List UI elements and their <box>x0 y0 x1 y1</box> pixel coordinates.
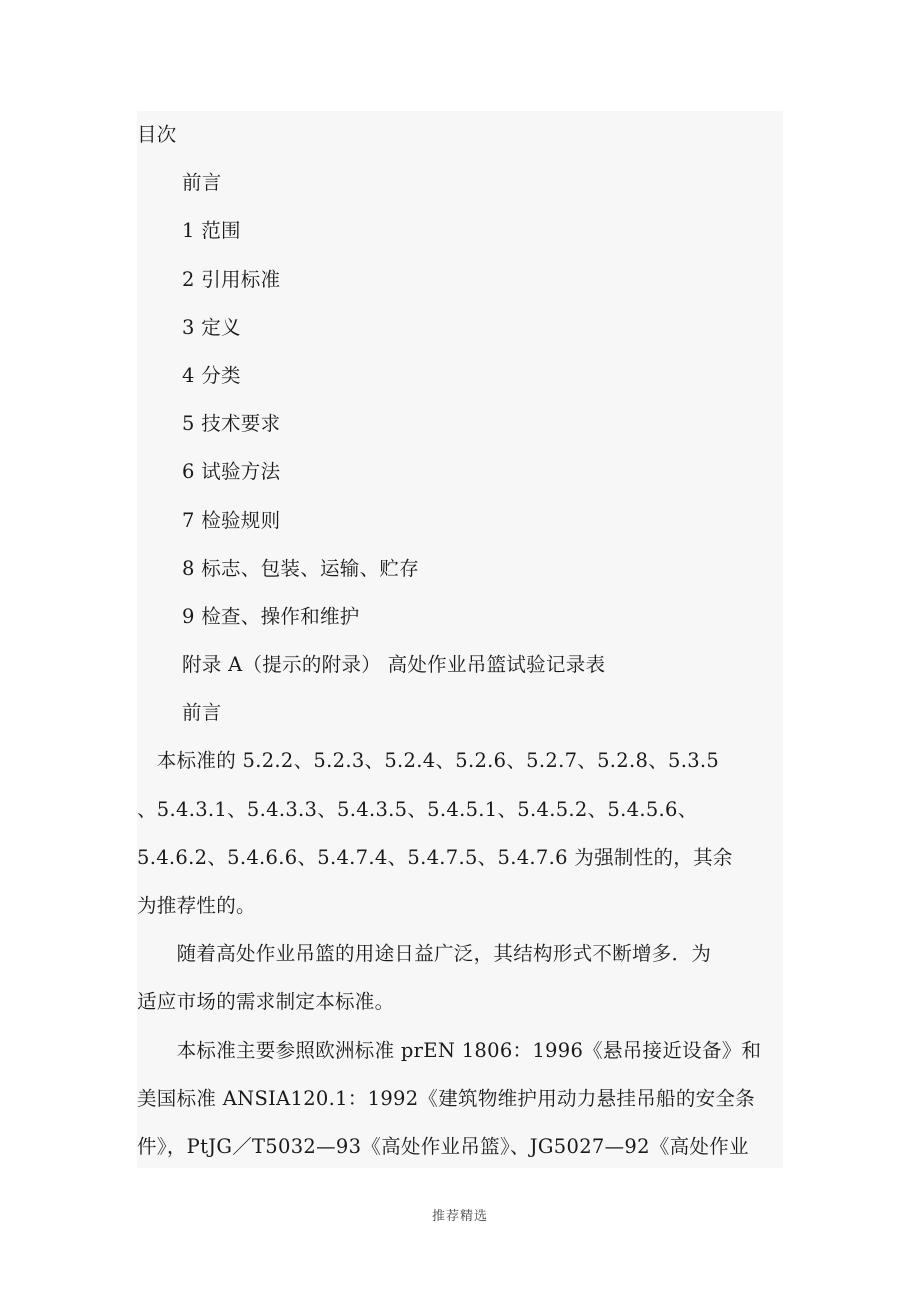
preface-line: 适应市场的需求制定本标准。 <box>137 990 395 1014</box>
toc-item-classification: 4 分类 <box>182 363 241 387</box>
toc-item-definitions: 3 定义 <box>182 315 241 339</box>
toc-item-test-methods: 6 试验方法 <box>182 460 281 484</box>
toc-item-marking-packaging: 8 标志、包装、运输、贮存 <box>182 556 420 580</box>
toc-item-technical-requirements: 5 技术要求 <box>182 412 281 436</box>
toc-item-references: 2 引用标准 <box>182 267 281 291</box>
toc-item-appendix-a: 附录 A（提示的附录） 高处作业吊篮试验记录表 <box>182 653 606 677</box>
preface-line: 5.4.6.2、5.4.6.6、5.4.7.4、5.4.7.5、5.4.7.6 为强制性的，其余 <box>137 845 733 869</box>
preface-line: 随着高处作业吊篮的用途日益广泛，其结构形式不断增多．为 <box>137 942 712 966</box>
preface-line: 为推荐性的。 <box>137 894 256 917</box>
toc-item-preface: 前言 <box>182 171 222 195</box>
preface-heading: 前言 <box>182 701 222 725</box>
preface-line: 本标准主要参照欧洲标准 prEN 1806：1996《悬吊接近设备》和 <box>137 1038 762 1062</box>
preface-line: 美国标准 ANSIA120.1：1992《建筑物维护用动力悬挂吊船的安全条 <box>137 1086 756 1110</box>
toc-item-operation-maintenance: 9 检查、操作和维护 <box>182 604 360 628</box>
page-footer: 推荐精选 <box>431 1209 488 1224</box>
preface-line: 、5.4.3.1、5.4.3.3、5.4.3.5、5.4.5.1、5.4.5.2、5.4.5.6、 <box>137 797 698 821</box>
toc-title: 目次 <box>137 123 177 146</box>
toc-item-scope: 1 范围 <box>182 219 241 243</box>
preface-line: 本标准的 5.2.2、5.2.3、5.2.4、5.2.6、5.2.7、5.2.8、5.3.5 <box>137 749 720 773</box>
preface-line: 件》，PtJG／T5032—93《高处作业吊篮》、JG5027—92《高处作业 <box>137 1134 749 1158</box>
toc-item-inspection-rules: 7 检验规则 <box>182 508 281 532</box>
document-content <box>137 111 783 1168</box>
